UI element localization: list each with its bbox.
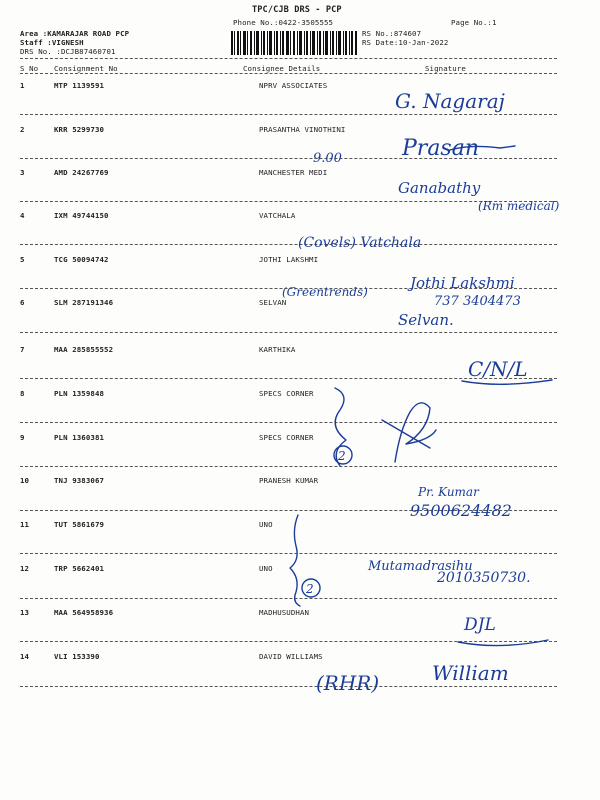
row-sno: 12 xyxy=(20,564,30,573)
row-consignment: MAA 564958936 xyxy=(54,608,114,617)
signature-1: G. Nagaraj xyxy=(395,89,505,113)
row-consignment: KRR 5299730 xyxy=(54,125,105,134)
row-consignee: UNO xyxy=(259,520,273,529)
signature-4: (Covels) Vatchala xyxy=(298,235,422,251)
signature-7-underline xyxy=(462,380,552,384)
page-number: Page No.:1 xyxy=(451,18,497,27)
row-consignee: SPECS CORNER xyxy=(259,433,314,442)
row-consignee: SPECS CORNER xyxy=(259,389,314,398)
signature-2-stroke xyxy=(450,146,515,150)
row-sno: 7 xyxy=(20,345,25,354)
row-sno: 1 xyxy=(20,81,25,90)
row-sno: 10 xyxy=(20,476,30,485)
row-consignee: VATCHALA xyxy=(259,211,296,220)
signature-11-12-phone: 2010350730. xyxy=(437,570,531,586)
header-divider-bottom xyxy=(20,73,557,74)
signature-3: Ganabathy xyxy=(398,179,481,197)
row-divider xyxy=(20,598,557,599)
row-divider xyxy=(20,641,557,642)
row-consignment: IXM 49744150 xyxy=(54,211,109,220)
rs-date: RS Date:10-Jan-2022 xyxy=(362,38,449,47)
signature-3-note: (Rm medical) xyxy=(478,199,560,213)
row-consignee: NPRV ASSOCIATES xyxy=(259,81,328,90)
row-consignment: TUT 5861679 xyxy=(54,520,105,529)
row-consignment: TCG 50094742 xyxy=(54,255,109,264)
signature-5: Jothi Lakshmi xyxy=(410,274,515,292)
signature-14-note: (RHR) xyxy=(316,671,380,695)
row-consignee: UNO xyxy=(259,564,273,573)
row-divider xyxy=(20,201,557,202)
row-consignment: TNJ 9383067 xyxy=(54,476,105,485)
barcode-graphic xyxy=(231,31,357,55)
row-consignment: PLN 1360381 xyxy=(54,433,105,442)
rows-8-9-brace xyxy=(335,388,346,466)
row-sno: 11 xyxy=(20,520,30,529)
col-consignee: Consignee Details xyxy=(243,64,321,73)
row-divider xyxy=(20,686,557,687)
row-divider xyxy=(20,158,557,159)
row-consignee: DAVID WILLIAMS xyxy=(259,652,323,661)
row-sno: 14 xyxy=(20,652,30,661)
row-consignment: SLM 287191346 xyxy=(54,298,114,307)
row-sno: 6 xyxy=(20,298,25,307)
staff-label: Staff :VIGNESH xyxy=(20,38,84,47)
row-consignee: JOTHI LAKSHMI xyxy=(259,255,319,264)
signature-13: DJL xyxy=(464,615,496,635)
row-divider xyxy=(20,288,557,289)
row-consignment: VLI 153390 xyxy=(54,652,100,661)
col-consignment: Consignment No xyxy=(54,64,118,73)
rows-11-12-brace xyxy=(290,515,300,606)
signature-8-9 xyxy=(382,403,436,462)
row-divider xyxy=(20,466,557,467)
row-sno: 5 xyxy=(20,255,25,264)
row-sno: 8 xyxy=(20,389,25,398)
signature-5-phone: 737 3404473 xyxy=(434,294,521,309)
rows-11-12-count: 2 xyxy=(306,582,314,596)
row-consignee: PRANESH KUMAR xyxy=(259,476,319,485)
phone-number: Phone No.:0422-3505555 xyxy=(233,18,334,27)
row-divider xyxy=(20,422,557,423)
col-sno: S No xyxy=(20,64,39,73)
row-consignee: MADHUSUDHAN xyxy=(259,608,310,617)
signature-11-12: Mutamadrasihu xyxy=(368,559,473,574)
row-sno: 2 xyxy=(20,125,25,134)
signature-5-note: (Greentrends) xyxy=(282,285,368,299)
area-label: Area :KAMARAJAR ROAD PCP xyxy=(20,29,130,38)
header-divider-top xyxy=(20,58,557,59)
signature-6: Selvan. xyxy=(398,311,454,329)
rows-8-9-count-circle xyxy=(334,446,352,464)
drs-number: DRS No. :DCJB87460701 xyxy=(20,47,116,56)
row-divider xyxy=(20,510,557,511)
sheet-title: TPC/CJB DRS - PCP xyxy=(252,5,342,15)
row-sno: 13 xyxy=(20,608,30,617)
row-divider xyxy=(20,553,557,554)
row-sno: 3 xyxy=(20,168,25,177)
signature-14: William xyxy=(432,661,509,685)
row-consignment: TRP 5662401 xyxy=(54,564,105,573)
signature-2: Prasan xyxy=(402,136,480,161)
row-sno: 9 xyxy=(20,433,25,442)
rows-8-9-count: 2 xyxy=(338,449,346,463)
row-consignment: AMD 24267769 xyxy=(54,168,109,177)
row-consignment: MTP 1139591 xyxy=(54,81,105,90)
row-consignee: PRASANTHA VINOTHINI xyxy=(259,125,346,134)
row-divider xyxy=(20,244,557,245)
row-divider xyxy=(20,114,557,115)
row-consignee: SELVAN xyxy=(259,298,287,307)
row-consignment: PLN 1359848 xyxy=(54,389,105,398)
rs-number: RS No.:874607 xyxy=(362,29,422,38)
signature-2-time: 9.00 xyxy=(313,151,342,166)
signature-7: C/N/L xyxy=(468,357,528,381)
row-divider xyxy=(20,378,557,379)
row-divider xyxy=(20,332,557,333)
row-consignee: KARTHIKA xyxy=(259,345,296,354)
signature-10: Pr. Kumar xyxy=(418,485,479,499)
signature-10-phone: 9500624482 xyxy=(410,501,512,520)
row-sno: 4 xyxy=(20,211,25,220)
row-consignee: MANCHESTER MEDI xyxy=(259,168,328,177)
rows-11-12-count-circle xyxy=(302,579,320,597)
row-consignment: MAA 285855552 xyxy=(54,345,114,354)
col-signature: Signature xyxy=(425,64,466,73)
